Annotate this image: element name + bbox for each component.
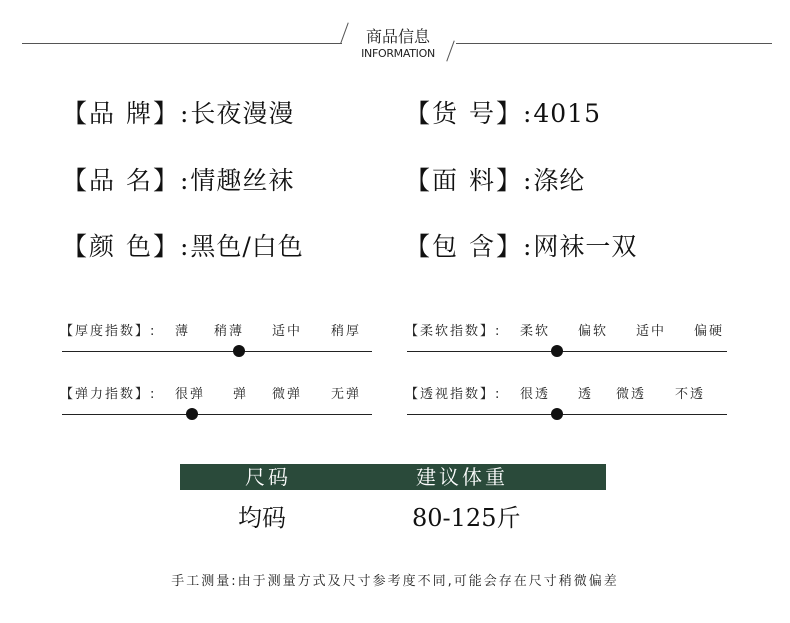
weight-column-header: 建议体重 <box>416 465 508 489</box>
elasticity-option: 弹 <box>233 387 249 402</box>
softness-option: 柔软 <box>520 324 551 339</box>
thickness-option: 薄 <box>175 324 191 339</box>
info-item-no <box>405 94 601 130</box>
softness-option: 偏硬 <box>694 324 725 339</box>
header-subtitle: INFORMATION <box>361 47 435 60</box>
brand-value: 长夜漫漫 <box>190 99 295 128</box>
info-fabric <box>405 161 585 197</box>
elasticity-option: 微弹 <box>272 387 303 402</box>
name-value: 情趣丝袜 <box>190 166 295 195</box>
softness-option: 偏软 <box>578 324 609 339</box>
transparency-option: 很透 <box>520 387 551 402</box>
softness-track <box>407 351 727 352</box>
info-includes <box>405 227 637 263</box>
thickness-marker <box>233 345 245 357</box>
header-title: 商品信息 <box>365 27 430 46</box>
size-table-header <box>180 464 606 490</box>
item-no-value: 4015 <box>533 99 601 128</box>
brand-label: 【品 牌】: <box>62 99 191 128</box>
transparency-option: 透 <box>578 387 594 402</box>
elasticity-option: 无弹 <box>331 387 362 402</box>
size-cell: 均码 <box>238 504 286 532</box>
includes-value: 网袜一双 <box>533 232 638 261</box>
elasticity-track <box>62 414 372 415</box>
weight-cell: 80-125斤 <box>412 504 521 532</box>
name-label: 【品 名】: <box>62 166 191 195</box>
transparency-option: 微透 <box>616 387 647 402</box>
softness-index-label: 【柔软指数】: <box>405 324 502 339</box>
elasticity-marker <box>186 408 198 420</box>
elasticity-option: 很弹 <box>175 387 206 402</box>
thickness-index-label: 【厚度指数】: <box>60 324 157 339</box>
transparency-option: 不透 <box>675 387 706 402</box>
includes-label: 【包 含】: <box>405 232 534 261</box>
color-label: 【颜 色】: <box>62 232 191 261</box>
info-color <box>62 227 304 263</box>
fabric-value: 涤纶 <box>533 166 586 195</box>
elasticity-index-label: 【弹力指数】: <box>60 387 157 402</box>
softness-marker <box>551 345 563 357</box>
header-line-left <box>22 43 342 44</box>
transparency-marker <box>551 408 563 420</box>
header-slash-left <box>340 22 348 43</box>
size-column-header: 尺码 <box>245 465 291 489</box>
fabric-label: 【面 料】: <box>405 166 534 195</box>
measurement-note: 手工测量:由于测量方式及尺寸参考度不同,可能会存在尺寸稍微偏差 <box>171 574 619 589</box>
info-brand <box>62 94 294 130</box>
info-name <box>62 161 294 197</box>
softness-option: 适中 <box>636 324 667 339</box>
transparency-index-label: 【透视指数】: <box>405 387 502 402</box>
thickness-track <box>62 351 372 352</box>
header-slash-right <box>446 40 454 61</box>
thickness-option: 稍薄 <box>214 324 245 339</box>
color-value: 黑色/白色 <box>190 232 304 261</box>
thickness-option: 稍厚 <box>331 324 362 339</box>
item-no-label: 【货 号】: <box>405 99 534 128</box>
transparency-track <box>407 414 727 415</box>
header-line-right <box>456 43 772 44</box>
thickness-option: 适中 <box>272 324 303 339</box>
